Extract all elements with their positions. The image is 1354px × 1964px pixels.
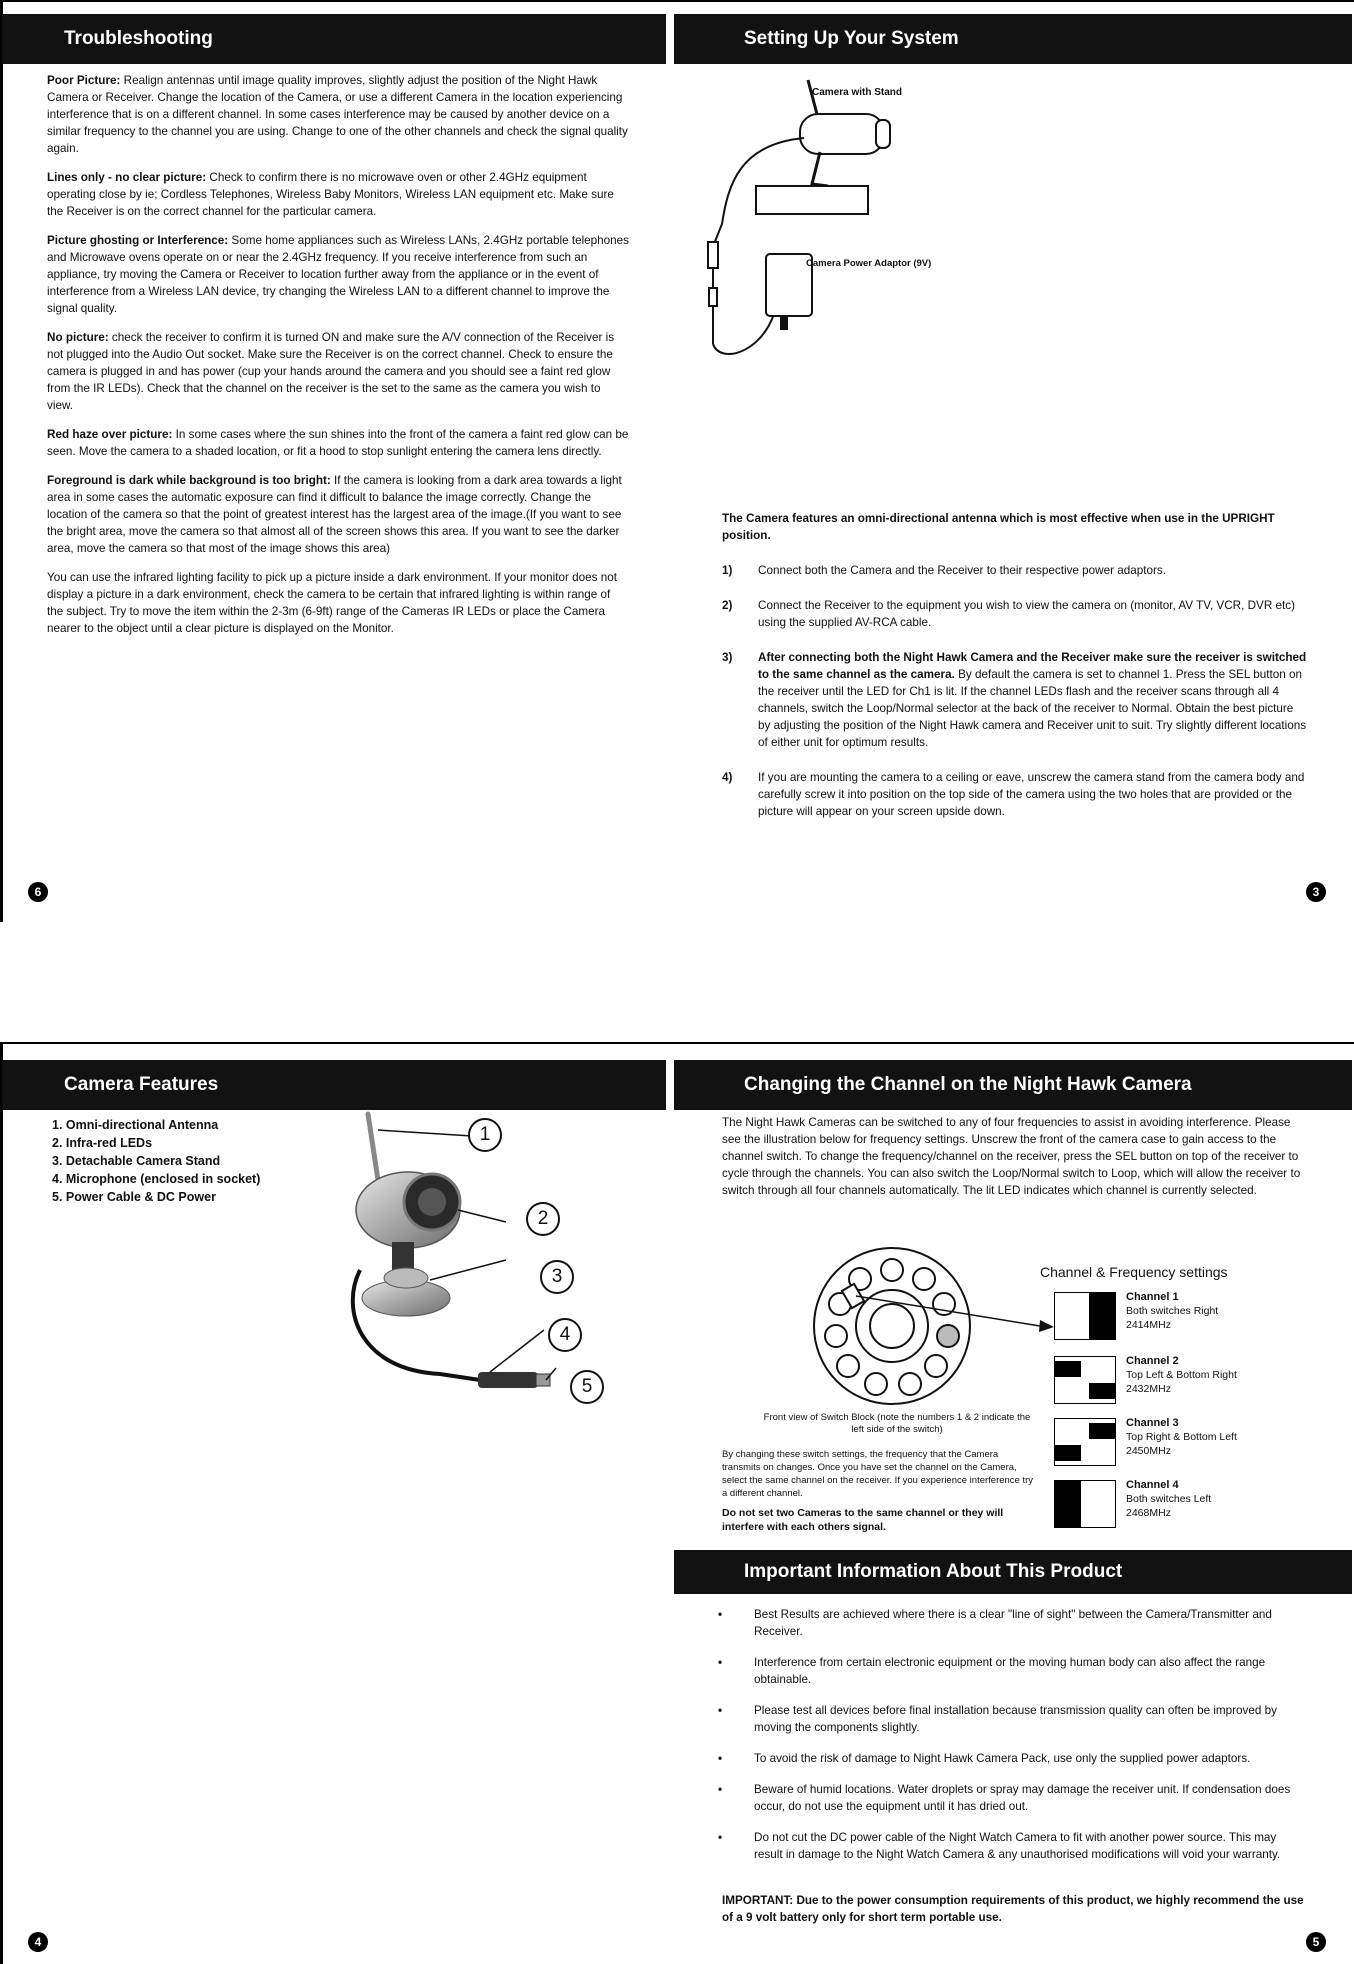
channel-freq: 2414MHz — [1126, 1319, 1171, 1331]
important-text: Due to the power consumption requirements of this product, we highly recommend the use of a 9 volt battery only for short term portable use. — [722, 1894, 1304, 1924]
setting-up-header: Setting Up Your System — [674, 14, 1352, 64]
step-text: Connect both the Camera and the Receiver to their respective power adaptors. — [758, 564, 1166, 577]
channel-name: Channel 2 — [1126, 1355, 1179, 1367]
feature-item: 4. Microphone (enclosed in socket) — [52, 1172, 261, 1186]
feature-item: 1. Omni-directional Antenna — [52, 1118, 219, 1132]
callout-4: 4 — [548, 1318, 582, 1352]
changing-channel-header: Changing the Channel on the Night Hawk Camera — [674, 1060, 1352, 1110]
trouble-text: In some cases where the sun shines into the front of the camera a faint red glow can be seen. Move the camera to a shaded location, or fit a hood to stop sunlight entering the camera lens directly. — [47, 428, 629, 458]
trouble-title: Foreground is dark while background is too bright: — [47, 474, 331, 487]
channel-settings-title: Channel & Frequency settings — [1040, 1264, 1228, 1280]
page-number-5: 5 — [1306, 1932, 1326, 1952]
callout-3: 3 — [540, 1260, 574, 1294]
important-bullet: • To avoid the risk of damage to Night Hawk Camera Pack, use only the supplied power adaptors. — [718, 1750, 1308, 1767]
label-power-adaptor: Camera Power Adaptor (9V) — [806, 258, 932, 269]
channel-freq: 2450MHz — [1126, 1445, 1171, 1457]
trouble-item — [47, 569, 629, 637]
channel-2-info — [1126, 1354, 1237, 1396]
trouble-item — [47, 232, 629, 317]
switch-lever — [1055, 1481, 1081, 1527]
channel-name: Channel 4 — [1126, 1479, 1179, 1491]
important-note — [722, 1892, 1312, 1926]
channel-freq: 2432MHz — [1126, 1383, 1171, 1395]
trouble-item — [47, 72, 629, 157]
trouble-text: Check to confirm there is no microwave oven or other 2.4GHz equipment operating close by ie; Cordless Telephones, Wireless Baby Monitors, Wireless LAN equipment etc. Make sure the Receiver is on the correct channel for the particular camera. — [47, 171, 614, 218]
setup-step — [722, 769, 1308, 820]
camera-setup-illustration — [700, 74, 940, 374]
camera-features-header: Camera Features — [2, 1060, 666, 1110]
switch-caption: Front view of Switch Block (note the numbers 1 & 2 indicate the left side of the switch) — [763, 1412, 1031, 1435]
important-bullet: • Beware of humid locations. Water droplets or spray may damage the receiver unit. If condensation does occur, do not use the equipment until it has dried out. — [718, 1781, 1308, 1815]
trouble-item — [47, 329, 629, 414]
channel-4-info — [1126, 1478, 1211, 1520]
top-spread — [0, 0, 1354, 922]
important-bullet: • Interference from certain electronic equipment or the moving human body can also affect the range obtainable. — [718, 1654, 1308, 1688]
trouble-item — [47, 426, 629, 460]
trouble-title: Lines only - no clear picture: — [47, 171, 207, 184]
trouble-title: Poor Picture: — [47, 74, 121, 87]
page-number-3: 3 — [1306, 882, 1326, 902]
trouble-item — [47, 472, 629, 557]
troubleshooting-column — [47, 72, 629, 649]
channel-freq: 2468MHz — [1126, 1507, 1171, 1519]
feature-item: 5. Power Cable & DC Power — [52, 1190, 216, 1204]
switch-channel-2 — [1054, 1356, 1116, 1404]
setup-intro: The Camera features an omni-directional antenna which is most effective when use in the UPRIGHT position. — [722, 512, 1275, 542]
step-number: 3) — [722, 651, 733, 664]
switch-lever — [1089, 1423, 1115, 1439]
important-bullet: • Best Results are achieved where there is a clear "line of sight" between the Camera/Transmitter and Receiver. — [718, 1606, 1308, 1640]
feature-list — [52, 1116, 312, 1206]
setup-steps — [722, 562, 1308, 838]
trouble-title: Red haze over picture: — [47, 428, 173, 441]
trouble-title: Picture ghosting or Interference: — [47, 234, 229, 247]
left-edge-rule — [0, 2, 3, 922]
channel-desc: Both switches Left — [1126, 1493, 1212, 1505]
trouble-text: If the camera is looking from a dark area towards a light area in some cases the automatic exposure can find it difficult to balance the image correctly. Change the location of the camera so that the point of greatest interest has the largest area of the image.(If you want to see the bright area, move the camera so that almost all of the screen shows this area. If you want to see the darker area, move the camera so that most of the image shows this area) — [47, 474, 622, 555]
channel-name: Channel 1 — [1126, 1291, 1179, 1303]
switch-lever — [1089, 1383, 1115, 1399]
switch-lever — [1089, 1293, 1115, 1339]
switch-channel-3 — [1054, 1418, 1116, 1466]
step-number: 2) — [722, 599, 733, 612]
trouble-text: check the receiver to confirm it is turned ON and make sure the A/V connection of the Receiver is not plugged into the Audio Out socket. Make sure the Receiver is on the correct channel. Check to ensure the camera is plugged in and has power (cup your hands around the camera and you should see a faint red glow from the IR LEDs). Check that the channel on the receiver is the set to the same as the camera you wish to view. — [47, 331, 615, 412]
switch-block-diagram — [810, 1244, 1060, 1414]
important-bullets — [718, 1606, 1308, 1877]
callout-5: 5 — [570, 1370, 604, 1404]
step-number: 1) — [722, 564, 733, 577]
callout-2: 2 — [526, 1202, 560, 1236]
bottom-spread — [0, 1042, 1354, 1964]
setup-step — [722, 597, 1308, 631]
switch-channel-1 — [1054, 1292, 1116, 1340]
channel-intro: The Night Hawk Cameras can be switched to any of four frequencies to assist in avoiding interference. Please see the illustration below for frequency settings. Unscrew the front of the camera case to gain access to the channel switch. To change the frequency/channel on the receiver, press the SEL button on top of the receiver to cycle through the channels. You can also switch the Loop/Normal switch to Loop, which will allow the receiver to switch through all four channels automatically. The lit LED indicates which channel is currently selected. — [722, 1116, 1301, 1197]
trouble-text: You can use the infrared lighting facility to pick up a picture inside a dark environment. If your monitor does not display a picture in a dark environment, check the camera to be certain that infrared lighting is within range of the subject. Try to move the item within the 2-3m (6-9ft) range of the Cameras IR LEDs or place the Camera nearer to the object until a clear picture is displayed on the Monitor. — [47, 571, 617, 635]
label-camera-with-stand: Camera with Stand — [812, 87, 903, 98]
setup-step — [722, 649, 1308, 751]
step-text: By default the camera is set to channel 1. Press the SEL button on the receiver until the LED for Ch1 is lit. If the channel LEDs flash and the receiver scans through all 4 channels, switch the Loop/Normal selector at the back of the receiver to Normal. Obtain the best picture by adjusting the position of the Night Hawk camera and Receiver unit to suit. Try slightly different locations of either unit for optimum results. — [758, 668, 1307, 749]
feature-item: 3. Detachable Camera Stand — [52, 1154, 221, 1168]
troubleshooting-header: Troubleshooting — [2, 14, 666, 64]
channel-desc: Top Right & Bottom Left — [1126, 1431, 1237, 1443]
setup-step — [722, 562, 1308, 579]
channel-name: Channel 3 — [1126, 1417, 1179, 1429]
page-number-6: 6 — [28, 882, 48, 902]
feature-item: 2. Infra-red LEDs — [52, 1136, 153, 1150]
important-bullet: • Do not cut the DC power cable of the Night Watch Camera to fit with another power source. This may result in damage to the Night Watch Camera & any unauthorised modifications will void your warranty. — [718, 1829, 1308, 1863]
switch-lever — [1055, 1445, 1081, 1461]
trouble-text: Some home appliances such as Wireless LANs, 2.4GHz portable telephones and Microwave ovens operate on or near the 2.4GHz frequency. If you receive interference from such an appliance, try moving the Camera or Receiver to location further away from the appliance or in the event of interference from a Wireless LAN device, try changing the Wireless LAN to a different channel to improve the signal quality. — [47, 234, 630, 315]
left-edge-rule — [0, 1044, 3, 1964]
trouble-title: No picture: — [47, 331, 109, 344]
important-label: IMPORTANT: — [722, 1894, 794, 1907]
step-bold: After connecting both the Night Hawk Camera and the Receiver make sure the receiver is switched to the same channel as the camera. — [758, 651, 1307, 681]
channel-3-info — [1126, 1416, 1237, 1458]
trouble-text: Realign antennas until image quality improves, slightly adjust the position of the Night Hawk Camera or Receiver. Change the location of the Camera, or use a different Camera in the location experiencing interference that is on a different channel. In some cases interference may be caused by another device on a similar frequency to the channel you are using. Change to one of the other channels and check the signal quality again. — [47, 74, 628, 155]
important-info-header: Important Information About This Product — [674, 1550, 1352, 1594]
trouble-item — [47, 169, 629, 220]
step-text: Connect the Receiver to the equipment you wish to view the camera on (monitor, AV TV, VCR, DVR etc) using the supplied AV-RCA cable. — [758, 599, 1296, 629]
important-bullet: • Please test all devices before final installation because transmission quality can often be improved by moving the components slightly. — [718, 1702, 1308, 1736]
step-text: If you are mounting the camera to a ceiling or eave, unscrew the camera stand from the camera body and carefully screw it into position on the top side of the camera using the two holes that are provided or the picture will appear on your screen upside down. — [758, 771, 1305, 818]
channel-1-info — [1126, 1290, 1218, 1332]
step-number: 4) — [722, 771, 733, 784]
page-number-4: 4 — [28, 1932, 48, 1952]
callout-1: 1 — [468, 1118, 502, 1152]
channel-desc: Top Left & Bottom Right — [1126, 1369, 1237, 1381]
switch-note: By changing these switch settings, the frequency that the Camera transmits on changes. Once you have set the channel on the Camera, select the same channel on the receiver. If you experience interference try a different channel. — [722, 1449, 1034, 1499]
switch-channel-4 — [1054, 1480, 1116, 1528]
switch-lever — [1055, 1361, 1081, 1377]
channel-desc: Both switches Right — [1126, 1305, 1219, 1317]
switch-warning: Do not set two Cameras to the same channel or they will interfere with each others signal. — [722, 1507, 1004, 1533]
